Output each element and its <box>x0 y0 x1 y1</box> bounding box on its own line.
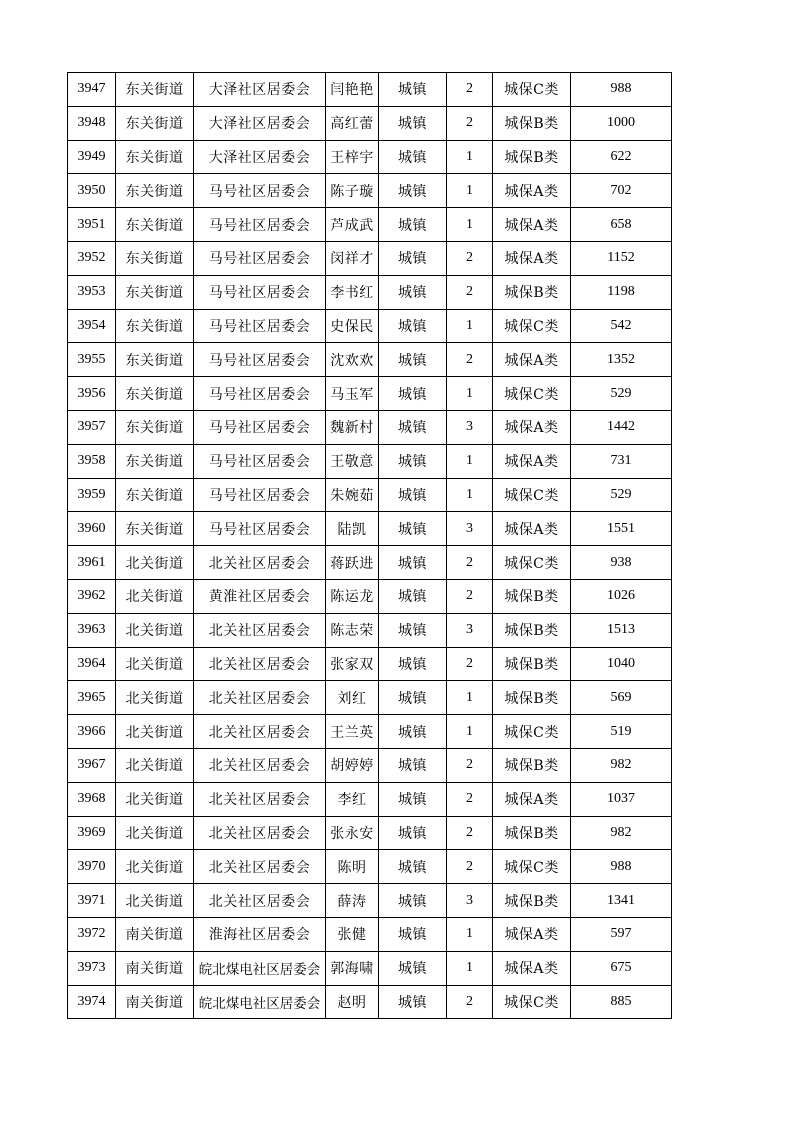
household-size-cell: 2 <box>447 343 493 377</box>
table-row <box>68 816 672 850</box>
record-number-cell: 3960 <box>68 512 116 546</box>
amount-cell: 988 <box>571 850 672 884</box>
record-number-cell: 3955 <box>68 343 116 377</box>
household-size-cell: 1 <box>447 715 493 749</box>
household-type-cell: 城镇 <box>379 647 447 681</box>
household-type-cell: 城镇 <box>379 917 447 951</box>
insurance-category-cell: 城保C类 <box>493 377 571 411</box>
person-name-cell: 王兰英 <box>326 715 379 749</box>
table-row <box>68 174 672 208</box>
record-number-cell: 3971 <box>68 884 116 918</box>
household-size-cell: 2 <box>447 816 493 850</box>
amount-cell: 658 <box>571 208 672 242</box>
record-number-cell: 3948 <box>68 106 116 140</box>
household-type-cell: 城镇 <box>379 174 447 208</box>
amount-cell: 988 <box>571 73 672 107</box>
record-number-cell: 3974 <box>68 985 116 1019</box>
household-type-cell: 城镇 <box>379 208 447 242</box>
table-row <box>68 309 672 343</box>
amount-cell: 982 <box>571 816 672 850</box>
household-size-cell: 2 <box>447 748 493 782</box>
record-number-cell: 3972 <box>68 917 116 951</box>
amount-cell: 1198 <box>571 275 672 309</box>
subdistrict-cell: 北关街道 <box>116 850 194 884</box>
insurance-category-cell: 城保B类 <box>493 884 571 918</box>
insurance-category-cell: 城保B类 <box>493 140 571 174</box>
person-name-cell: 李书红 <box>326 275 379 309</box>
table-row <box>68 73 672 107</box>
subdistrict-cell: 南关街道 <box>116 917 194 951</box>
community-cell: 马号社区居委会 <box>194 512 326 546</box>
amount-cell: 622 <box>571 140 672 174</box>
person-name-cell: 闫艳艳 <box>326 73 379 107</box>
subdistrict-cell: 东关街道 <box>116 377 194 411</box>
community-cell: 马号社区居委会 <box>194 377 326 411</box>
subdistrict-cell: 北关街道 <box>116 546 194 580</box>
household-type-cell: 城镇 <box>379 309 447 343</box>
insurance-category-cell: 城保A类 <box>493 444 571 478</box>
person-name-cell: 高红蕾 <box>326 106 379 140</box>
record-number-cell: 3965 <box>68 681 116 715</box>
record-number-cell: 3973 <box>68 951 116 985</box>
insurance-category-cell: 城保A类 <box>493 410 571 444</box>
household-type-cell: 城镇 <box>379 140 447 174</box>
person-name-cell: 张家双 <box>326 647 379 681</box>
subdistrict-cell: 东关街道 <box>116 410 194 444</box>
household-type-cell: 城镇 <box>379 782 447 816</box>
amount-cell: 569 <box>571 681 672 715</box>
insurance-category-cell: 城保A类 <box>493 782 571 816</box>
amount-cell: 1026 <box>571 579 672 613</box>
subdistrict-cell: 东关街道 <box>116 478 194 512</box>
household-size-cell: 1 <box>447 917 493 951</box>
household-type-cell: 城镇 <box>379 985 447 1019</box>
subdistrict-cell: 东关街道 <box>116 444 194 478</box>
household-size-cell: 3 <box>447 884 493 918</box>
insurance-category-cell: 城保C类 <box>493 309 571 343</box>
community-cell: 北关社区居委会 <box>194 748 326 782</box>
household-size-cell: 3 <box>447 512 493 546</box>
household-type-cell: 城镇 <box>379 546 447 580</box>
amount-cell: 1442 <box>571 410 672 444</box>
person-name-cell: 陈运龙 <box>326 579 379 613</box>
household-type-cell: 城镇 <box>379 613 447 647</box>
record-number-cell: 3956 <box>68 377 116 411</box>
amount-cell: 731 <box>571 444 672 478</box>
amount-cell: 938 <box>571 546 672 580</box>
community-cell: 马号社区居委会 <box>194 478 326 512</box>
household-size-cell: 2 <box>447 546 493 580</box>
table-row <box>68 917 672 951</box>
insurance-category-cell: 城保C类 <box>493 985 571 1019</box>
person-name-cell: 张健 <box>326 917 379 951</box>
community-cell: 大泽社区居委会 <box>194 106 326 140</box>
household-type-cell: 城镇 <box>379 816 447 850</box>
person-name-cell: 蒋跃进 <box>326 546 379 580</box>
subdistrict-cell: 北关街道 <box>116 884 194 918</box>
household-size-cell: 3 <box>447 613 493 647</box>
table-row <box>68 647 672 681</box>
table-row <box>68 444 672 478</box>
record-number-cell: 3958 <box>68 444 116 478</box>
household-size-cell: 1 <box>447 444 493 478</box>
community-cell: 北关社区居委会 <box>194 816 326 850</box>
person-name-cell: 陈志荣 <box>326 613 379 647</box>
household-type-cell: 城镇 <box>379 951 447 985</box>
table-row <box>68 748 672 782</box>
amount-cell: 702 <box>571 174 672 208</box>
household-size-cell: 2 <box>447 782 493 816</box>
amount-cell: 1000 <box>571 106 672 140</box>
subdistrict-cell: 南关街道 <box>116 985 194 1019</box>
table-row <box>68 140 672 174</box>
person-name-cell: 李红 <box>326 782 379 816</box>
record-number-cell: 3951 <box>68 208 116 242</box>
insurance-category-cell: 城保C类 <box>493 850 571 884</box>
table-row <box>68 241 672 275</box>
table-row <box>68 377 672 411</box>
amount-cell: 982 <box>571 748 672 782</box>
subdistrict-cell: 东关街道 <box>116 241 194 275</box>
amount-cell: 529 <box>571 377 672 411</box>
record-number-cell: 3952 <box>68 241 116 275</box>
table-row <box>68 478 672 512</box>
record-number-cell: 3968 <box>68 782 116 816</box>
person-name-cell: 胡婷婷 <box>326 748 379 782</box>
subdistrict-cell: 东关街道 <box>116 275 194 309</box>
household-size-cell: 1 <box>447 951 493 985</box>
record-number-cell: 3961 <box>68 546 116 580</box>
household-size-cell: 2 <box>447 579 493 613</box>
person-name-cell: 朱婉茹 <box>326 478 379 512</box>
table-row <box>68 613 672 647</box>
household-size-cell: 3 <box>447 410 493 444</box>
household-type-cell: 城镇 <box>379 377 447 411</box>
household-size-cell: 1 <box>447 174 493 208</box>
subdistrict-cell: 北关街道 <box>116 816 194 850</box>
amount-cell: 1037 <box>571 782 672 816</box>
amount-cell: 675 <box>571 951 672 985</box>
table-row <box>68 579 672 613</box>
table-row <box>68 546 672 580</box>
community-cell: 北关社区居委会 <box>194 613 326 647</box>
record-number-cell: 3970 <box>68 850 116 884</box>
person-name-cell: 陈子璇 <box>326 174 379 208</box>
household-size-cell: 1 <box>447 208 493 242</box>
household-size-cell: 1 <box>447 377 493 411</box>
insurance-category-cell: 城保C类 <box>493 73 571 107</box>
household-size-cell: 2 <box>447 985 493 1019</box>
subdistrict-cell: 东关街道 <box>116 174 194 208</box>
subdistrict-cell: 东关街道 <box>116 106 194 140</box>
community-cell: 淮海社区居委会 <box>194 917 326 951</box>
insurance-category-cell: 城保A类 <box>493 208 571 242</box>
community-cell: 黄淮社区居委会 <box>194 579 326 613</box>
household-size-cell: 2 <box>447 647 493 681</box>
amount-cell: 1352 <box>571 343 672 377</box>
person-name-cell: 郭海啸 <box>326 951 379 985</box>
community-cell: 北关社区居委会 <box>194 546 326 580</box>
person-name-cell: 马玉军 <box>326 377 379 411</box>
household-type-cell: 城镇 <box>379 343 447 377</box>
household-size-cell: 2 <box>447 850 493 884</box>
roster-table <box>67 72 672 1019</box>
community-cell: 马号社区居委会 <box>194 410 326 444</box>
household-size-cell: 2 <box>447 106 493 140</box>
household-type-cell: 城镇 <box>379 410 447 444</box>
subdistrict-cell: 东关街道 <box>116 140 194 174</box>
table-row <box>68 884 672 918</box>
insurance-category-cell: 城保A类 <box>493 241 571 275</box>
household-type-cell: 城镇 <box>379 444 447 478</box>
record-number-cell: 3949 <box>68 140 116 174</box>
record-number-cell: 3966 <box>68 715 116 749</box>
household-type-cell: 城镇 <box>379 579 447 613</box>
household-type-cell: 城镇 <box>379 73 447 107</box>
person-name-cell: 沈欢欢 <box>326 343 379 377</box>
community-cell: 马号社区居委会 <box>194 241 326 275</box>
insurance-category-cell: 城保B类 <box>493 748 571 782</box>
roster-body <box>68 73 672 1019</box>
record-number-cell: 3962 <box>68 579 116 613</box>
household-size-cell: 2 <box>447 73 493 107</box>
subdistrict-cell: 北关街道 <box>116 715 194 749</box>
table-row <box>68 850 672 884</box>
insurance-category-cell: 城保B类 <box>493 647 571 681</box>
community-cell: 北关社区居委会 <box>194 850 326 884</box>
person-name-cell: 张永安 <box>326 816 379 850</box>
record-number-cell: 3959 <box>68 478 116 512</box>
person-name-cell: 赵明 <box>326 985 379 1019</box>
insurance-category-cell: 城保A类 <box>493 174 571 208</box>
insurance-category-cell: 城保B类 <box>493 816 571 850</box>
amount-cell: 542 <box>571 309 672 343</box>
person-name-cell: 王敬意 <box>326 444 379 478</box>
amount-cell: 885 <box>571 985 672 1019</box>
community-cell: 皖北煤电社区居委会 <box>194 985 326 1019</box>
insurance-category-cell: 城保C类 <box>493 715 571 749</box>
household-type-cell: 城镇 <box>379 884 447 918</box>
community-cell: 北关社区居委会 <box>194 884 326 918</box>
person-name-cell: 薛涛 <box>326 884 379 918</box>
community-cell: 马号社区居委会 <box>194 309 326 343</box>
household-type-cell: 城镇 <box>379 512 447 546</box>
amount-cell: 1040 <box>571 647 672 681</box>
amount-cell: 519 <box>571 715 672 749</box>
subdistrict-cell: 北关街道 <box>116 647 194 681</box>
community-cell: 北关社区居委会 <box>194 782 326 816</box>
community-cell: 马号社区居委会 <box>194 444 326 478</box>
insurance-category-cell: 城保B类 <box>493 613 571 647</box>
community-cell: 大泽社区居委会 <box>194 140 326 174</box>
amount-cell: 1513 <box>571 613 672 647</box>
insurance-category-cell: 城保C类 <box>493 478 571 512</box>
insurance-category-cell: 城保A类 <box>493 343 571 377</box>
household-type-cell: 城镇 <box>379 850 447 884</box>
table-row <box>68 782 672 816</box>
household-type-cell: 城镇 <box>379 715 447 749</box>
subdistrict-cell: 东关街道 <box>116 309 194 343</box>
record-number-cell: 3967 <box>68 748 116 782</box>
table-row <box>68 343 672 377</box>
household-size-cell: 1 <box>447 681 493 715</box>
insurance-category-cell: 城保B类 <box>493 579 571 613</box>
table-row <box>68 985 672 1019</box>
amount-cell: 529 <box>571 478 672 512</box>
amount-cell: 1551 <box>571 512 672 546</box>
community-cell: 马号社区居委会 <box>194 174 326 208</box>
record-number-cell: 3969 <box>68 816 116 850</box>
community-cell: 马号社区居委会 <box>194 343 326 377</box>
record-number-cell: 3964 <box>68 647 116 681</box>
person-name-cell: 陈明 <box>326 850 379 884</box>
insurance-category-cell: 城保A类 <box>493 512 571 546</box>
subdistrict-cell: 北关街道 <box>116 681 194 715</box>
household-size-cell: 2 <box>447 275 493 309</box>
person-name-cell: 王梓宇 <box>326 140 379 174</box>
table-row <box>68 275 672 309</box>
household-size-cell: 1 <box>447 309 493 343</box>
person-name-cell: 刘红 <box>326 681 379 715</box>
insurance-category-cell: 城保A类 <box>493 951 571 985</box>
household-type-cell: 城镇 <box>379 106 447 140</box>
community-cell: 马号社区居委会 <box>194 275 326 309</box>
community-cell: 北关社区居委会 <box>194 647 326 681</box>
amount-cell: 597 <box>571 917 672 951</box>
community-cell: 马号社区居委会 <box>194 208 326 242</box>
subdistrict-cell: 南关街道 <box>116 951 194 985</box>
person-name-cell: 魏新村 <box>326 410 379 444</box>
record-number-cell: 3947 <box>68 73 116 107</box>
record-number-cell: 3963 <box>68 613 116 647</box>
person-name-cell: 史保民 <box>326 309 379 343</box>
person-name-cell: 闵祥才 <box>326 241 379 275</box>
household-size-cell: 1 <box>447 478 493 512</box>
household-size-cell: 1 <box>447 140 493 174</box>
community-cell: 北关社区居委会 <box>194 681 326 715</box>
community-cell: 皖北煤电社区居委会 <box>194 951 326 985</box>
household-size-cell: 2 <box>447 241 493 275</box>
amount-cell: 1341 <box>571 884 672 918</box>
table-row <box>68 512 672 546</box>
record-number-cell: 3950 <box>68 174 116 208</box>
record-number-cell: 3953 <box>68 275 116 309</box>
household-type-cell: 城镇 <box>379 748 447 782</box>
table-row <box>68 715 672 749</box>
person-name-cell: 陆凯 <box>326 512 379 546</box>
insurance-category-cell: 城保B类 <box>493 275 571 309</box>
table-row <box>68 681 672 715</box>
subdistrict-cell: 北关街道 <box>116 579 194 613</box>
subdistrict-cell: 北关街道 <box>116 748 194 782</box>
insurance-category-cell: 城保A类 <box>493 917 571 951</box>
community-cell: 大泽社区居委会 <box>194 73 326 107</box>
table-row <box>68 951 672 985</box>
table-row <box>68 410 672 444</box>
subdistrict-cell: 东关街道 <box>116 512 194 546</box>
household-type-cell: 城镇 <box>379 275 447 309</box>
insurance-category-cell: 城保B类 <box>493 681 571 715</box>
subdistrict-cell: 北关街道 <box>116 613 194 647</box>
record-number-cell: 3957 <box>68 410 116 444</box>
subdistrict-cell: 东关街道 <box>116 343 194 377</box>
amount-cell: 1152 <box>571 241 672 275</box>
insurance-category-cell: 城保C类 <box>493 546 571 580</box>
insurance-category-cell: 城保B类 <box>493 106 571 140</box>
table-row <box>68 106 672 140</box>
record-number-cell: 3954 <box>68 309 116 343</box>
household-type-cell: 城镇 <box>379 478 447 512</box>
person-name-cell: 芦成武 <box>326 208 379 242</box>
community-cell: 北关社区居委会 <box>194 715 326 749</box>
household-type-cell: 城镇 <box>379 241 447 275</box>
subdistrict-cell: 北关街道 <box>116 782 194 816</box>
table-row <box>68 208 672 242</box>
household-type-cell: 城镇 <box>379 681 447 715</box>
subdistrict-cell: 东关街道 <box>116 73 194 107</box>
subdistrict-cell: 东关街道 <box>116 208 194 242</box>
